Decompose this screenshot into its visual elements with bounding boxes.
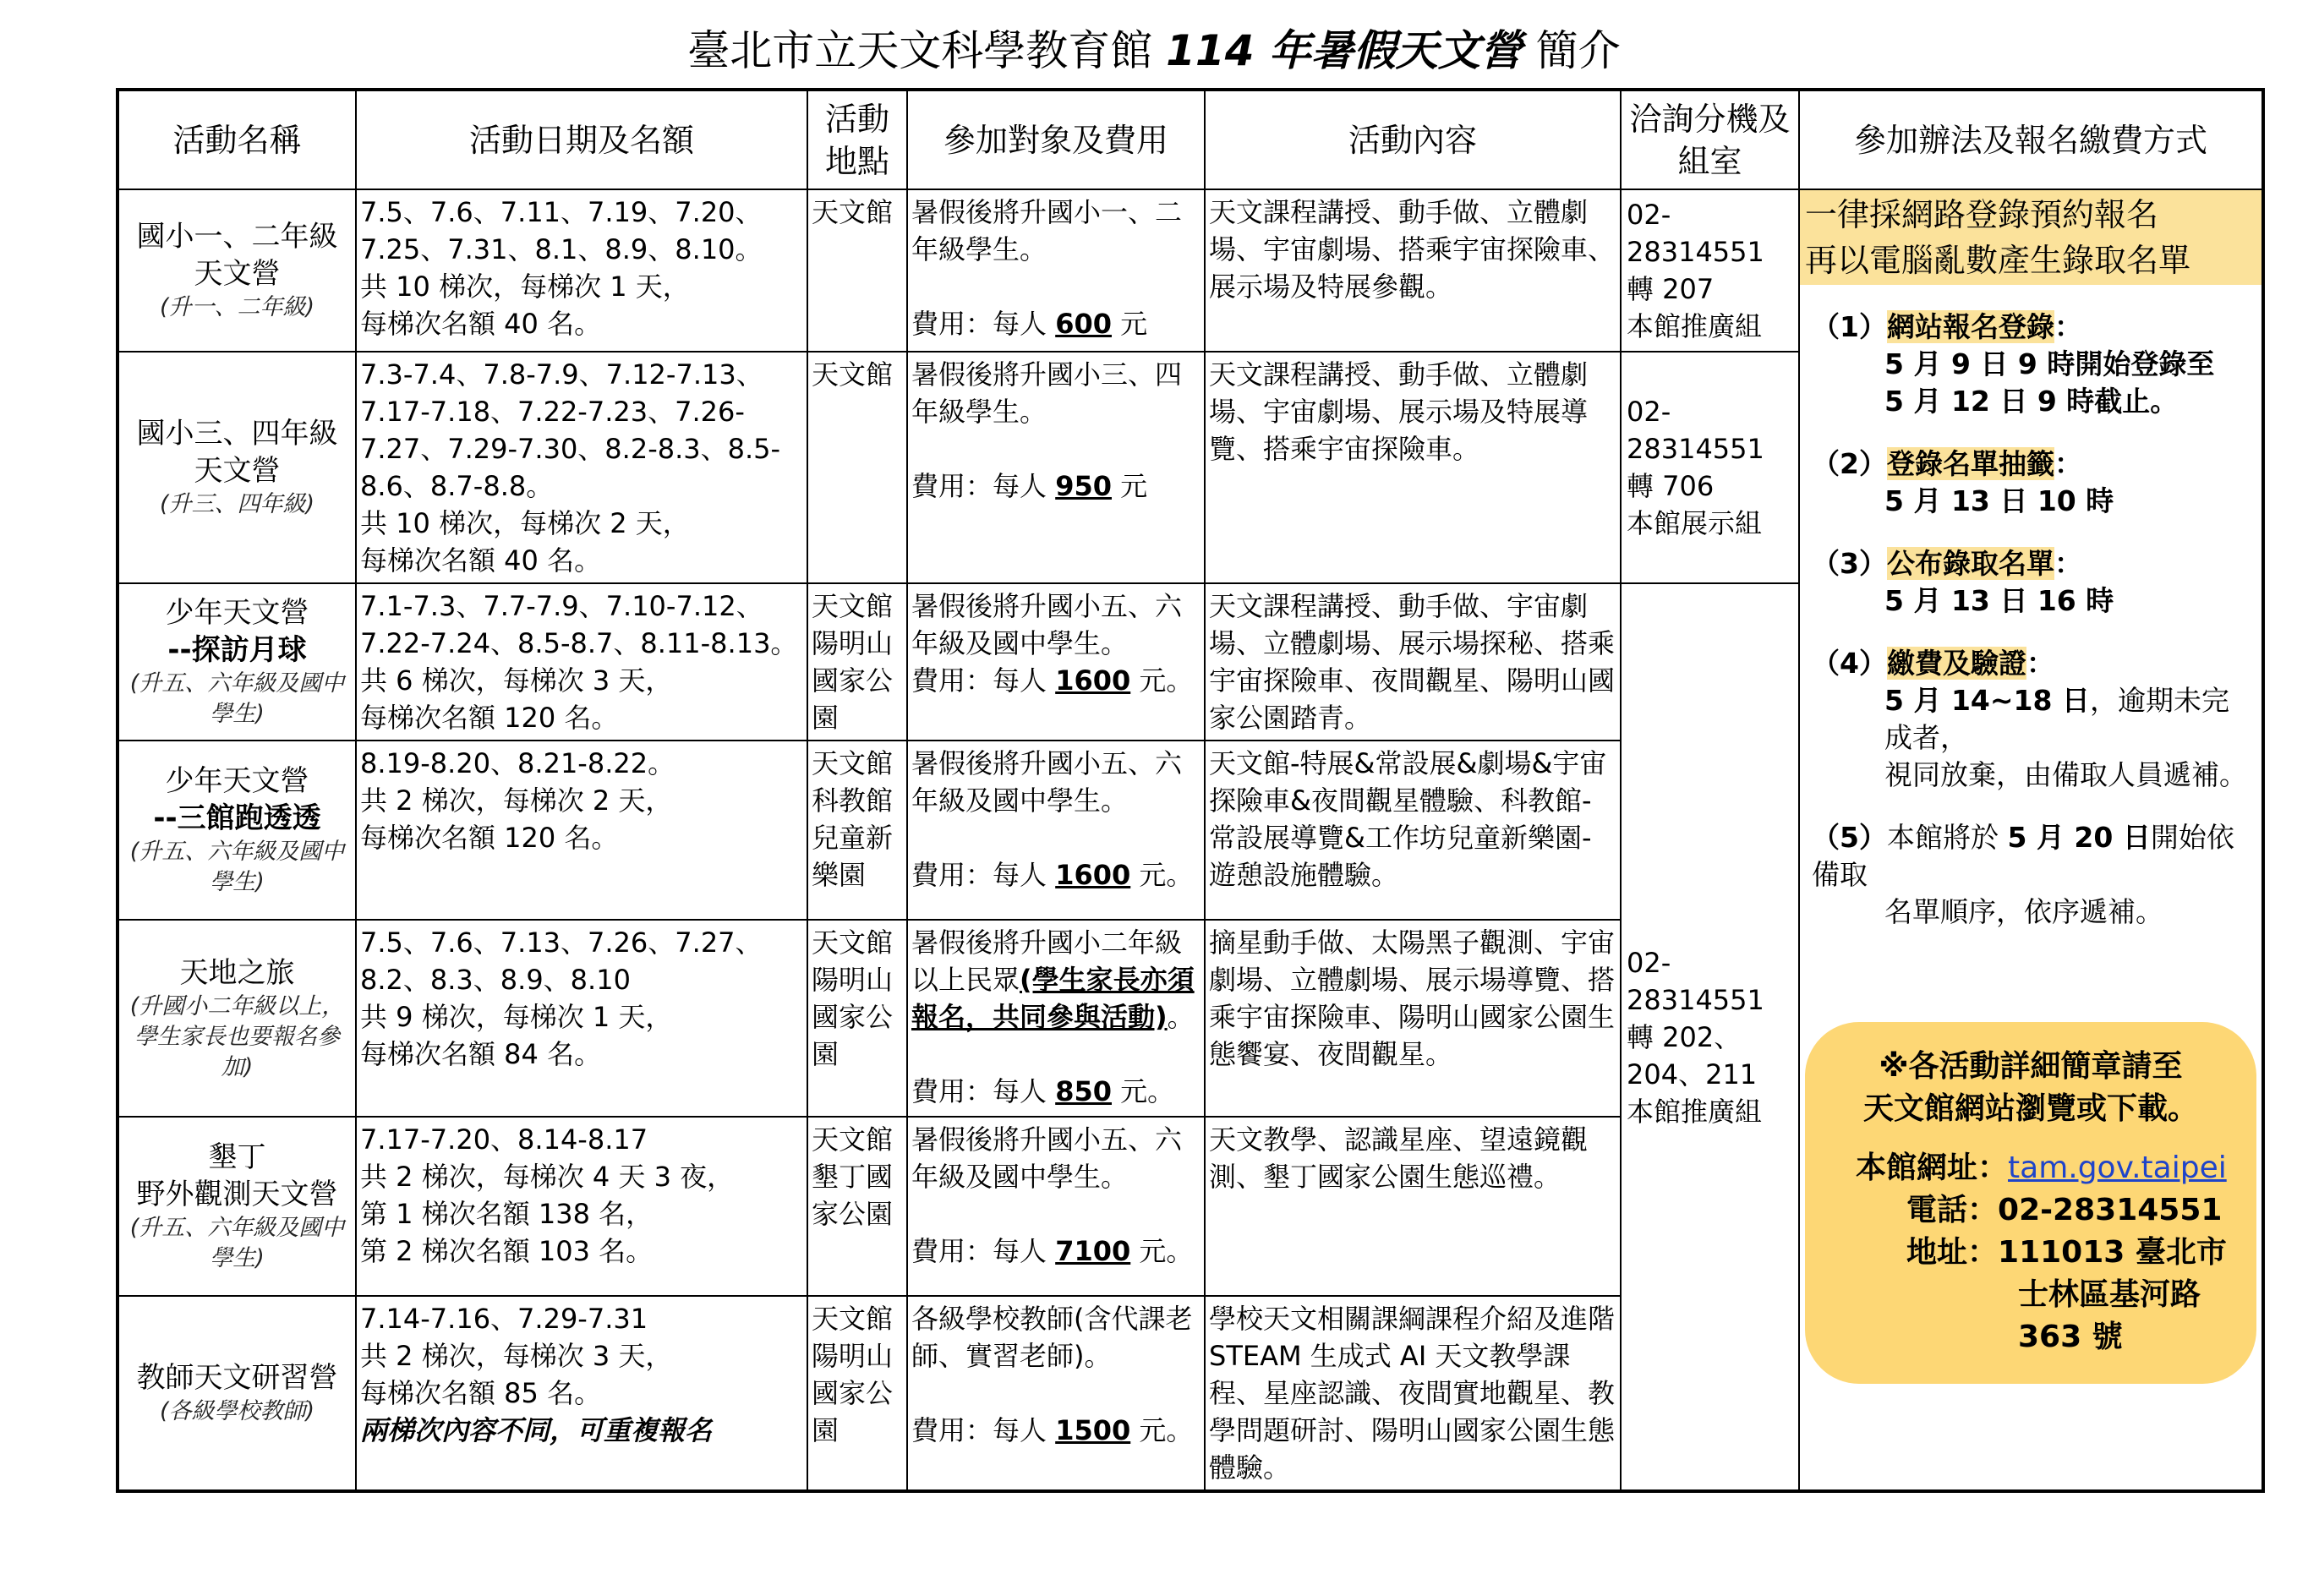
header-contact: 洽詢分機及組室 xyxy=(1621,90,1799,189)
contact-cell: 02-28314551 轉 706 本館展示組 xyxy=(1621,352,1799,583)
header-signup: 參加辦法及報名繳費方式 xyxy=(1799,90,2263,189)
activity-location: 天文館科教館兒童新樂園 xyxy=(807,741,907,920)
activity-content: 天文教學、認識星座、望遠鏡觀測、墾丁國家公園生態巡禮。 xyxy=(1205,1117,1621,1296)
header-row xyxy=(118,90,2263,189)
activity-dates: 8.19-8.20、8.21-8.22。 共 2 梯次，每梯次 2 天， 每梯次名額 120 名。 xyxy=(356,741,807,920)
activity-location: 天文館 xyxy=(807,189,907,352)
phone-number: 02-28314551 xyxy=(1998,1193,2223,1227)
signup-banner: 一律採網路登錄預約報名 再以電腦亂數產生錄取名單 xyxy=(1800,190,2262,285)
signup-step: （1）網站報名登錄： 5 月 9 日 9 時開始登錄至 5 月 12 日 9 時截止。 xyxy=(1812,310,2215,418)
title-emph: 114 年暑假天文營 xyxy=(1166,26,1523,75)
activity-location: 天文館 xyxy=(807,352,907,583)
activity-dates: 7.3-7.4、7.8-7.9、7.12-7.13、7.17-7.18、7.22-7.23、7.26-7.27、7.29-7.30、8.2-8.3、8.5-8.6、8.7-8.8。 共 10 梯次，每梯次 2 天， 每梯次名額 40 名。 xyxy=(356,352,807,583)
activity-location: 天文館陽明山國家公園 xyxy=(807,583,907,741)
activity-audience: 暑假後將升國小三、四年級學生。 費用：每人 950 元 xyxy=(907,352,1205,583)
website-link[interactable]: tam.gov.taipei xyxy=(2008,1151,2227,1185)
page-title xyxy=(0,24,2308,78)
signup-cell xyxy=(1799,189,2263,1491)
activity-name: 國小三、四年級天文營 (升三、四年級) xyxy=(118,352,356,583)
header-name: 活動名稱 xyxy=(118,90,356,189)
activity-location: 天文館墾丁國家公園 xyxy=(807,1117,907,1296)
activity-dates: 7.14-7.16、7.29-7.31 共 2 梯次，每梯次 3 天， 每梯次名額 85 名。 兩梯次內容不同，可重複報名 xyxy=(356,1296,807,1491)
activity-content: 學校天文相關課綱課程介紹及進階 STEAM 生成式 AI 天文教學課程、星座認識、夜間實地觀星、教學問題研討、陽明山國家公園生態體驗。 xyxy=(1205,1296,1621,1491)
activity-name: 國小一、二年級天文營 (升一、二年級) xyxy=(118,189,356,352)
contact-cell: 02-28314551 轉 207 本館推廣組 xyxy=(1621,189,1799,352)
title-suffix: 簡介 xyxy=(1535,26,1621,75)
contact-cell: 02-28314551 轉 202、204、211 本館推廣組 xyxy=(1621,583,1799,1491)
activity-name: 少年天文營 --三館跑透透 (升五、六年級及國中學生) xyxy=(118,741,356,920)
activity-audience: 暑假後將升國小一、二年級學生。 費用：每人 600 元 xyxy=(907,189,1205,352)
activity-audience: 暑假後將升國小二年級以上民眾(學生家長亦須報名，共同參與活動)。 費用：每人 850 元。 xyxy=(907,920,1205,1117)
signup-steps xyxy=(1800,285,2262,931)
activity-name: 教師天文研習營 (各級學校教師) xyxy=(118,1296,356,1491)
signup-step: （4）繳費及驗證： 5 月 14~18 日，逾期未完成者， 視同放棄，由備取人員遞補。 xyxy=(1812,647,2247,791)
activity-dates: 7.1-7.3、7.7-7.9、7.10-7.12、7.22-7.24、8.5-8.7、8.11-8.13。 共 6 梯次，每梯次 3 天， 每梯次名額 120 名。 xyxy=(356,583,807,741)
activity-content: 天文課程講授、動手做、宇宙劇場、立體劇場、展示場探秘、搭乘宇宙探險車、夜間觀星、陽明山國家公園踏青。 xyxy=(1205,583,1621,741)
activity-location: 天文館陽明山國家公園 xyxy=(807,920,907,1117)
activity-content: 天文課程講授、動手做、立體劇場、宇宙劇場、搭乘宇宙探險車、展示場及特展參觀。 xyxy=(1205,189,1621,352)
info-box: ※各活動詳細簡章請至 天文館網站瀏覽或下載。 本館網址：tam.gov.taipei 電話：02-28314551 地址：111013 臺北市 士林區基河路 363 號 xyxy=(1805,1022,2256,1384)
header-audience: 參加對象及費用 xyxy=(907,90,1205,189)
signup-step: （5）本館將於 5 月 20 日開始依備取 名單順序，依序遞補。 xyxy=(1812,821,2234,928)
activity-dates: 7.5、7.6、7.11、7.19、7.20、7.25、7.31、8.1、8.9、8.10。 共 10 梯次，每梯次 1 天， 每梯次名額 40 名。 xyxy=(356,189,807,352)
address: 111013 臺北市 xyxy=(1998,1235,2227,1270)
activity-location: 天文館陽明山國家公園 xyxy=(807,1296,907,1491)
activity-content: 天文課程講授、動手做、立體劇場、宇宙劇場、展示場及特展導覽、搭乘宇宙探險車。 xyxy=(1205,352,1621,583)
activity-audience: 暑假後將升國小五、六年級及國中學生。 費用：每人 1600 元。 xyxy=(907,583,1205,741)
title-prefix: 臺北市立天文科學教育館 xyxy=(687,26,1153,75)
activity-name: 天地之旅 (升國小二年級以上，學生家長也要報名參加) xyxy=(118,920,356,1117)
signup-step: （2）登錄名單抽籤： 5 月 13 日 10 時 xyxy=(1812,447,2114,517)
activity-name: 少年天文營 --探訪月球 (升五、六年級及國中學生) xyxy=(118,583,356,741)
activity-name: 墾丁 野外觀測天文營 (升五、六年級及國中學生) xyxy=(118,1117,356,1296)
activity-audience: 暑假後將升國小五、六年級及國中學生。 費用：每人 1600 元。 xyxy=(907,741,1205,920)
activity-audience: 暑假後將升國小五、六年級及國中學生。 費用：每人 7100 元。 xyxy=(907,1117,1205,1296)
camp-table xyxy=(116,88,2265,1493)
activity-dates: 7.5、7.6、7.13、7.26、7.27、8.2、8.3、8.9、8.10 共 9 梯次，每梯次 1 天， 每梯次名額 84 名。 xyxy=(356,920,807,1117)
table-row xyxy=(118,189,2263,352)
activity-dates: 7.17-7.20、8.14-8.17 共 2 梯次，每梯次 4 天 3 夜， 第 1 梯次名額 138 名， 第 2 梯次名額 103 名。 xyxy=(356,1117,807,1296)
header-content: 活動內容 xyxy=(1205,90,1621,189)
activity-content: 天文館-特展&常設展&劇場&宇宙探險車&夜間觀星體驗、科教館-常設展導覽&工作坊兒童新樂園-遊憩設施體驗。 xyxy=(1205,741,1621,920)
header-location: 活動地點 xyxy=(807,90,907,189)
activity-audience: 各級學校教師(含代課老師、實習老師)。 費用：每人 1500 元。 xyxy=(907,1296,1205,1491)
activity-content: 摘星動手做、太陽黑子觀測、宇宙劇場、立體劇場、展示場導覽、搭乘宇宙探險車、陽明山國家公園生態饗宴、夜間觀星。 xyxy=(1205,920,1621,1117)
header-dates: 活動日期及名額 xyxy=(356,90,807,189)
signup-step: （3）公布錄取名單： 5 月 13 日 16 時 xyxy=(1812,547,2114,617)
